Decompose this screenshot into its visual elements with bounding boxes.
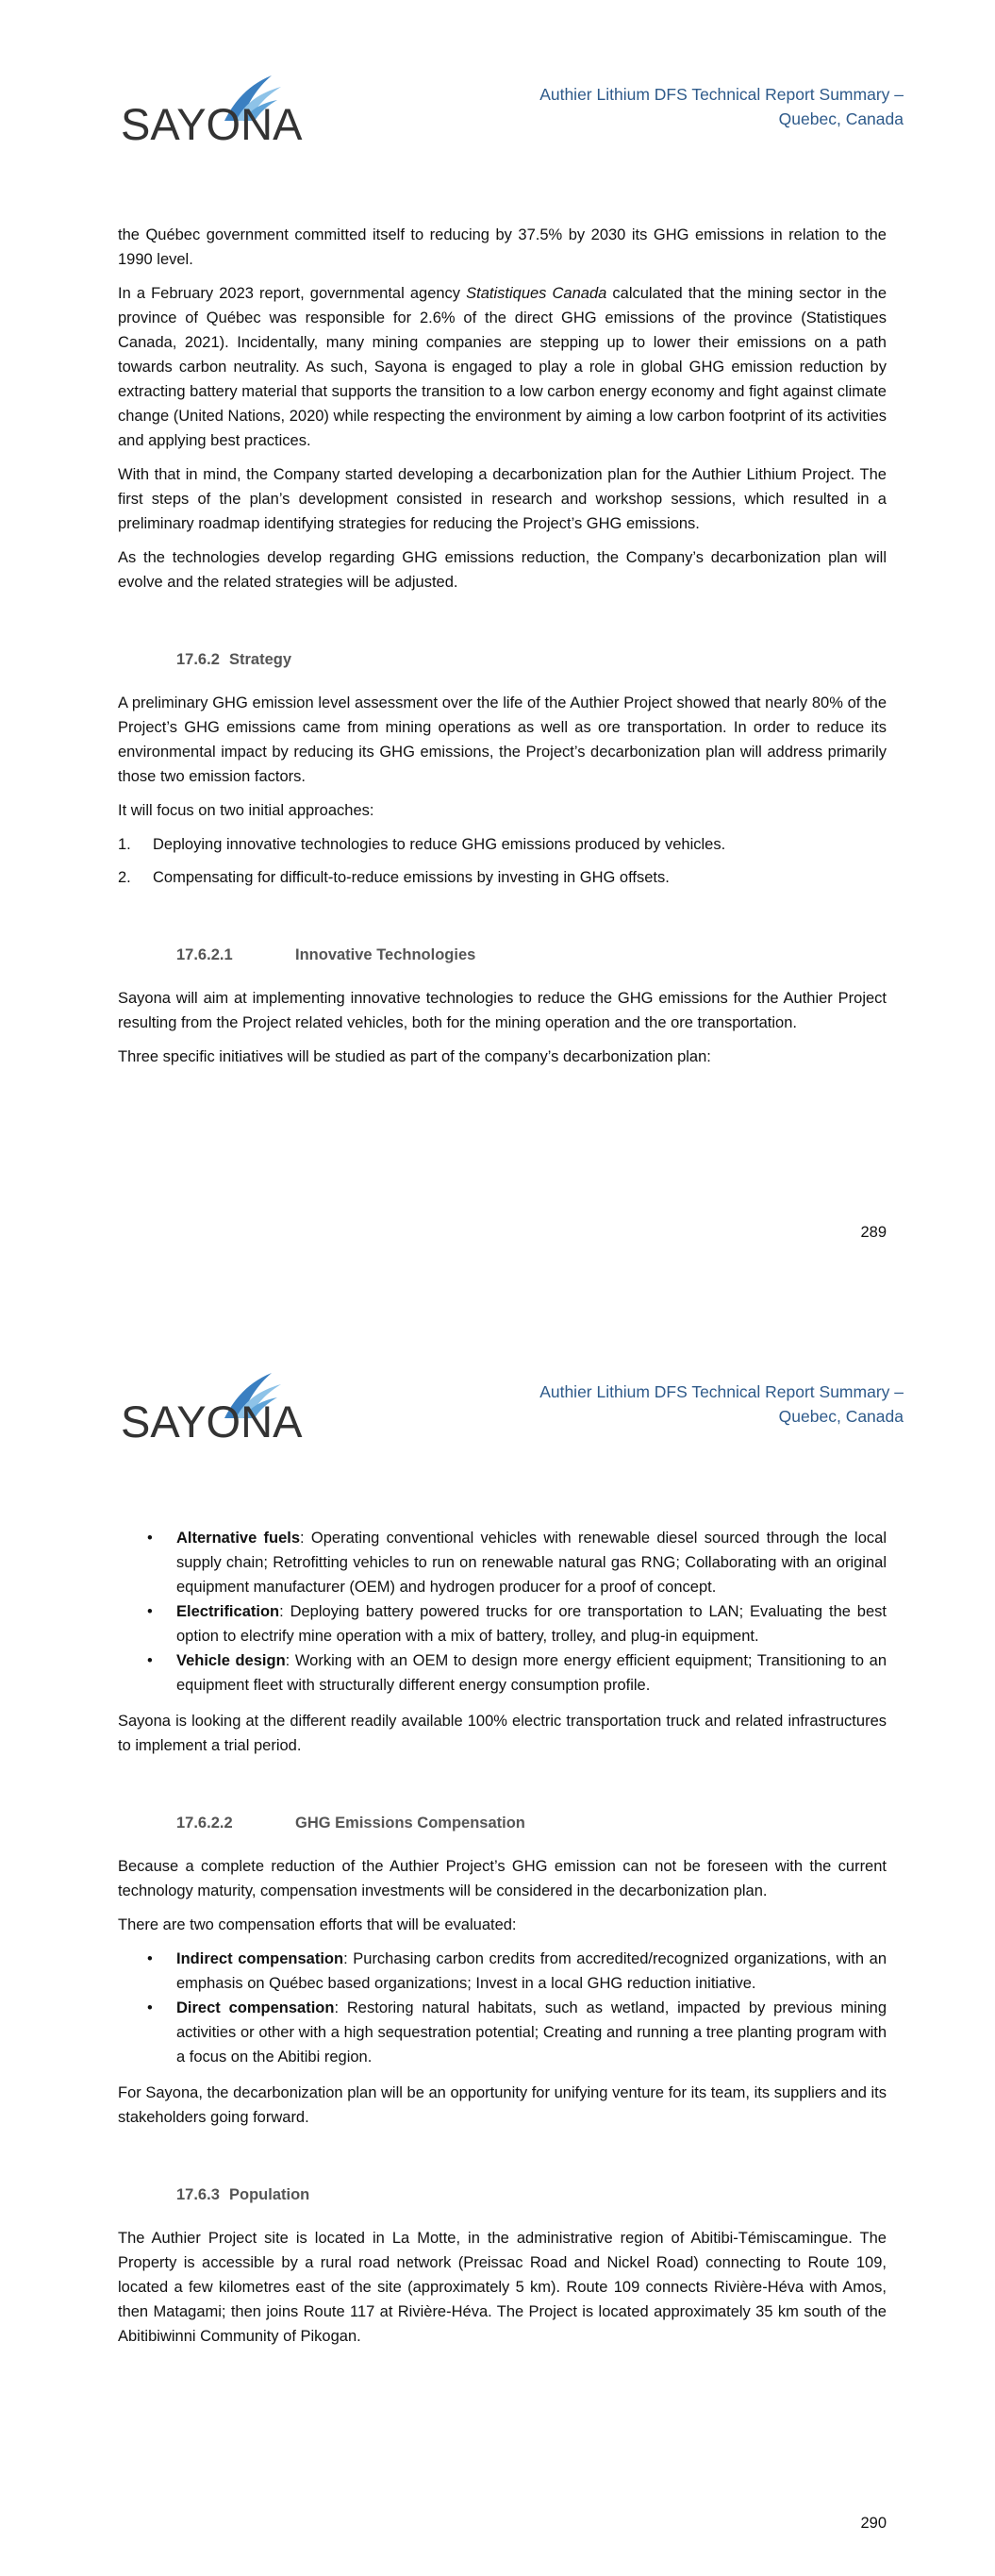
section-heading-ghg-compensation: 17.6.2.2 GHG Emissions Compensation [176, 1815, 525, 1832]
page-290 [0, 1297, 995, 2576]
section-heading-innovative-technologies: 17.6.2.1 Innovative Technologies [176, 946, 476, 963]
sayona-logo [121, 1371, 303, 1447]
paragraph: There are two compensation efforts that will be evaluated: [118, 1916, 517, 1933]
page-number: 289 [860, 1224, 887, 1241]
paragraph: Sayona will aim at implementing innovative technologies to reduce the GHG emissions for the Authier Project resulting from the Project related vehicles, both for the mining operation and the ore transportation. [118, 990, 887, 1031]
paragraph: Three specific initiatives will be studied as part of the company’s decarbonization plan: [118, 1048, 711, 1065]
list-item: • Electrification: Deploying battery powered trucks for ore transportation to LAN; Evaluating the best option to electrify mine operation with a mix of battery, trolley, and plug-in equipment. [147, 1603, 887, 1645]
list-item: 2. Compensating for difficult-to-reduce emissions by investing in GHG offsets. [118, 869, 670, 886]
logo-text: SAYONA [121, 99, 303, 149]
paragraph: the Québec government committed itself to reducing by 37.5% by 2030 its GHG emissions in relation to the 1990 level. [118, 226, 887, 268]
page-289 [0, 0, 995, 1283]
approach-list [118, 832, 887, 890]
header-title-line1: Authier Lithium DFS Technical Report Summary – [539, 1382, 904, 1401]
list-item: • Vehicle design: Working with an OEM to design more energy efficient equipment; Transitioning to an equipment fleet with structurally different energy consumption profile. [147, 1652, 887, 1694]
paragraph: A preliminary GHG emission level assessment over the life of the Authier Project showed that nearly 80% of the Project’s GHG emissions came from mining operations as well as ore transportation. In order to reduce its environmental impact by reducing its GHG emissions, the Project’s decarbonization plan will address primarily those two emission factors. [118, 694, 887, 785]
report-header [539, 1380, 904, 1429]
section-heading-strategy: 17.6.2 Strategy [176, 651, 292, 668]
paragraph: For Sayona, the decarbonization plan will be an opportunity for unifying venture for its team, its suppliers and its stakeholders going forward. [118, 2084, 887, 2126]
header-title-line2: Quebec, Canada [778, 109, 904, 128]
paragraph: It will focus on two initial approaches: [118, 802, 374, 819]
paragraph: Sayona is looking at the different readily available 100% electric transportation truck and related infrastructures to implement a trial period. [118, 1713, 887, 1754]
report-header [539, 82, 904, 131]
header-title-line1: Authier Lithium DFS Technical Report Summary – [539, 85, 904, 104]
header-title-line2: Quebec, Canada [778, 1407, 904, 1426]
list-item: • Direct compensation: Restoring natural habitats, such as wetland, impacted by previous mining activities or other with a high sequestration potential; Creating and running a tree planting program with a focus on the Abitibi region. [147, 1999, 887, 2066]
page2-body [118, 1526, 887, 2358]
logo-text: SAYONA [121, 1397, 303, 1447]
paragraph: Because a complete reduction of the Authier Project’s GHG emission can not be foreseen with the current technology maturity, compensation investments will be considered in the decarbonization plan. [118, 1858, 887, 1899]
paragraph: With that in mind, the Company started developing a decarbonization plan for the Authier Lithium Project. The first steps of the plan’s development consisted in research and workshop sessions, which resulted in a preliminary roadmap identifying strategies for reducing the Project’s GHG emissions. [118, 466, 887, 532]
page1-body [118, 223, 887, 1079]
sayona-logo [121, 74, 303, 149]
list-item: • Indirect compensation: Purchasing carbon credits from accredited/recognized organizations, with an emphasis on Québec based organizations; Invest in a local GHG reduction initiative. [147, 1950, 887, 1992]
paragraph: As the technologies develop regarding GHG emissions reduction, the Company’s decarbonization plan will evolve and the related strategies will be adjusted. [118, 549, 887, 591]
section-heading-population: 17.6.3 Population [176, 2186, 310, 2203]
list-item: 1. Deploying innovative technologies to reduce GHG emissions produced by vehicles. [118, 836, 726, 853]
paragraph: The Authier Project site is located in La Motte, in the administrative region of Abitibi-Témiscamingue. The Property is accessible by a rural road network (Preissac Road and Nickel Road) connecting to Route 109, located a few kilometres east of the site (approximately 5 km). Route 109 connects Rivière-Héva with Amos, then Matagami; then joins Route 117 at Rivière-Héva. The Project is located approximately 35 km south of the Abitibiwinni Community of Pikogan. [118, 2230, 887, 2345]
list-item: • Alternative fuels: Operating conventional vehicles with renewable diesel sourced through the local supply chain; Retrofitting vehicles to run on renewable natural gas RNG; Collaborating with an original equipment manufacturer (OEM) and hydrogen producer for a proof of concept. [147, 1530, 887, 1596]
paragraph: In a February 2023 report, governmental agency Statistiques Canada calculated that the mining sector in the province of Québec was responsible for 2.6% of the direct GHG emissions of the province (Statistiques Canada, 2021). Incidentally, many mining companies are stepping up to lower their emissions on a path towards carbon neutrality. As such, Sayona is engaged to play a role in global GHG emission reduction by extracting battery material that supports the transition to a low carbon energy economy and fight against climate change (United Nations, 2020) while respecting the environment by aiming a low carbon footprint of its activities and applying best practices. [118, 285, 887, 449]
initiative-list [118, 1526, 887, 1698]
page-number: 290 [860, 2515, 887, 2532]
compensation-list [118, 1947, 887, 2069]
